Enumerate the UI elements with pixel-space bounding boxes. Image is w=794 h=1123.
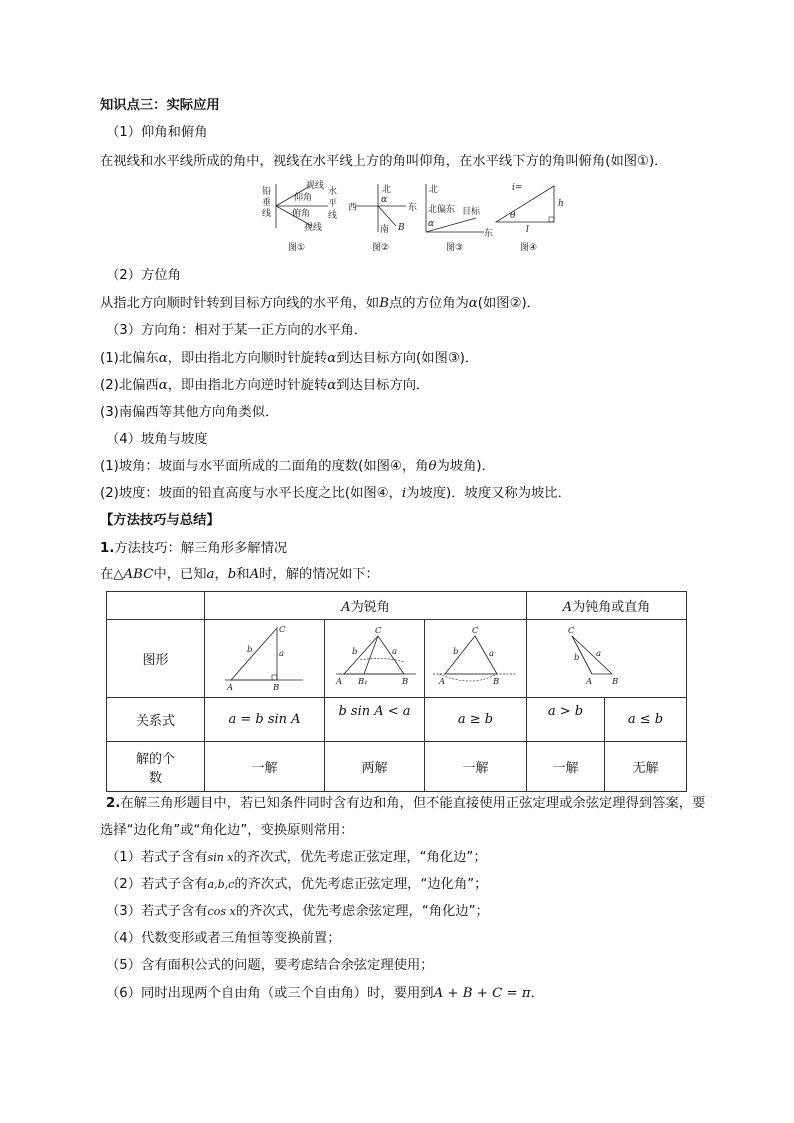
label-C: C <box>374 625 382 636</box>
text-run: (2)坡度：坡面的铅直高度与水平长度之比(如图④， <box>100 486 402 501</box>
slope-item-1 <box>100 458 495 476</box>
figure-3 <box>426 183 493 253</box>
fig1-elevation: 仰角 <box>294 193 313 203</box>
direction-item-2 <box>100 377 429 395</box>
math-alpha: α <box>468 296 478 311</box>
text-run: 的齐次式，优先考虑正弦定理，“角化边”； <box>233 850 487 865</box>
direction-item-3: (3)南偏西等其他方向角类似． <box>100 405 279 420</box>
fig3-alpha: α <box>428 219 435 229</box>
relation-cell: a = b sin A <box>205 698 325 742</box>
subsection-elevation-heading: （1）仰角和俯角 <box>106 125 208 140</box>
count-cell: 两解 <box>325 742 425 792</box>
label-b: b <box>452 646 458 657</box>
fig1-h1: 水 <box>328 187 338 197</box>
triangle-figure-1 <box>215 622 315 692</box>
text-run: （1）若式子含有 <box>106 850 208 865</box>
label-line: 数 <box>148 770 162 786</box>
text-run: ，即由指北方向逆时针旋转 <box>167 378 328 393</box>
solution-cases-table <box>106 591 687 792</box>
math-angle-sum: A + B + C = π <box>433 986 531 1001</box>
text-run: 时，解的情况如下： <box>259 567 379 582</box>
fig1-sight-up: 视线 <box>306 181 325 191</box>
label-a: a <box>595 648 601 659</box>
label-a: a <box>391 646 397 657</box>
label-A: A <box>438 676 445 687</box>
header-text: 为锐角 <box>350 600 390 615</box>
fig1-label-l2: 垂 <box>262 198 272 208</box>
count-cell: 一解 <box>425 742 527 792</box>
text-run: ，即由指北方向顺时针旋转 <box>167 351 328 366</box>
header-obtuse <box>527 592 687 620</box>
label-b: b <box>246 644 252 655</box>
text-run: 为坡度)．坡度又称为坡比． <box>406 486 571 501</box>
row-label-count <box>107 742 205 792</box>
text-run: 在△ <box>100 567 124 582</box>
text-run: 从指北方向顺时针转到目标方向线的水平角，如 <box>100 296 380 311</box>
fig3-caption: 图③ <box>446 243 464 253</box>
fig4-h: h <box>558 199 564 209</box>
fig1-h3: 线 <box>328 211 338 221</box>
label-a: a <box>488 648 494 659</box>
method-1-heading <box>100 540 287 558</box>
method-2-line-2: 选择“边化角”或“角化边”，变换原则常用： <box>100 823 354 838</box>
text-run: (如图②)． <box>477 296 540 311</box>
item-number: 2. <box>106 796 121 811</box>
table-row <box>107 742 687 792</box>
triangle-figure-obtuse <box>532 622 682 692</box>
text-run: ． <box>530 986 544 1001</box>
text-run: （6）同时出现两个自由角（或三个自由角）时，要用到 <box>106 986 434 1001</box>
table-row <box>107 698 687 742</box>
label-A: A <box>335 676 342 687</box>
text-run: 到达目标方向． <box>336 378 430 393</box>
section-title: 知识点三：实际应用 <box>100 98 220 113</box>
elevation-definition: 在视线和水平线所成的角中，视线在水平线上方的角叫仰角，在水平线下方的角叫俯角(如图①)． <box>100 154 668 169</box>
table-row <box>107 620 687 698</box>
text-run: 到达目标方向(如图③)． <box>336 351 479 366</box>
fig1-h2: 平 <box>328 199 338 209</box>
label-A: A <box>226 682 233 692</box>
label-b: b <box>573 652 579 663</box>
text-run: 的齐次式，优先考虑余弦定理，“角化边”； <box>235 904 489 919</box>
subsection-bearing-heading: （2）方位角 <box>106 268 181 283</box>
fig1-label-l3: 线 <box>262 209 272 219</box>
text-run: 中，已知 <box>153 567 207 582</box>
text-run: 和 <box>236 567 250 582</box>
label-B: B <box>492 676 499 687</box>
label-B: B <box>611 676 618 687</box>
method-1-intro <box>100 566 379 584</box>
rule-5: （5）含有面积公式的问题，要考虑结合余弦定理使用； <box>106 958 434 973</box>
math-b: b <box>227 567 237 582</box>
fig2-north: 北 <box>382 185 392 195</box>
relation-cell: a ≤ b <box>605 698 687 742</box>
count-cell: 一解 <box>205 742 325 792</box>
rule-6 <box>106 985 544 1003</box>
math-alpha: α <box>327 351 337 366</box>
methods-title: 【方法技巧与总结】 <box>100 513 220 528</box>
text-run: (1)北偏东 <box>100 351 159 366</box>
label-line: 解的个 <box>135 751 175 767</box>
math-abc: a,b,c <box>207 878 235 891</box>
header-text: 为钝角或直角 <box>572 600 651 615</box>
bearing-definition <box>100 295 540 313</box>
relation-cell: b sin A < a <box>325 698 425 742</box>
text-run: （3）若式子含有 <box>106 904 208 919</box>
text-run: 方法技巧：解三角形多解情况 <box>114 541 288 556</box>
fig2-west: 西 <box>348 203 358 213</box>
figure-1 <box>262 180 337 253</box>
fig2-alpha: α <box>381 195 388 205</box>
math-cosx: cos x <box>207 905 236 918</box>
math-alpha: α <box>327 378 337 393</box>
row-label-relation: 关系式 <box>107 698 205 742</box>
table-row <box>107 592 687 620</box>
fig1-sight-down: 视线 <box>304 223 323 233</box>
text-run: （2）若式子含有 <box>106 877 208 892</box>
fig2-b: B <box>398 223 405 233</box>
fig4-caption: 图④ <box>520 243 538 253</box>
triangle-figure-2 <box>330 622 420 692</box>
direction-item-1 <box>100 350 478 368</box>
item-number: 1. <box>100 541 115 556</box>
figure-cell-2 <box>325 620 425 698</box>
count-cell: 无解 <box>605 742 687 792</box>
fig2-caption: 图② <box>372 243 390 253</box>
math-A: A <box>341 600 351 615</box>
rule-2 <box>106 876 487 894</box>
math-a: a <box>206 567 215 582</box>
direction-figures <box>248 180 578 254</box>
math-A: A <box>249 567 260 582</box>
fig4-i: i= <box>512 183 523 193</box>
table-corner-cell <box>107 592 205 620</box>
label-C: C <box>278 624 286 635</box>
math-alpha: α <box>158 378 168 393</box>
relation-cell: a > b <box>527 698 605 742</box>
text-run: 的齐次式，优先考虑正弦定理，“边化角”； <box>234 877 488 892</box>
fig4-l: l <box>526 225 529 235</box>
label-a: a <box>278 648 284 659</box>
subsection-direction-heading: （3）方向角：相对于某一正方向的水平角． <box>106 323 368 338</box>
math-theta: θ <box>428 459 437 474</box>
fig4-theta: θ <box>510 211 516 221</box>
fig3-ne: 北偏东 <box>428 205 456 215</box>
subsection-slope-heading: （4）坡角与坡度 <box>106 432 208 447</box>
fig1-caption: 图① <box>288 243 306 253</box>
label-B: B <box>272 682 279 692</box>
method-2-line-1 <box>106 795 705 813</box>
row-label-figure: 图形 <box>107 620 205 698</box>
figure-4 <box>496 183 564 253</box>
figures-row <box>248 180 578 254</box>
figure-cell-3 <box>425 620 527 698</box>
fig3-north: 北 <box>429 185 439 195</box>
figure-2 <box>348 183 417 253</box>
count-cell: 一解 <box>527 742 605 792</box>
math-alpha: α <box>158 351 168 366</box>
math-sinx: sin x <box>207 851 234 864</box>
label-b: b <box>351 646 357 657</box>
fig2-east: 东 <box>408 203 418 213</box>
relation-cell: a ≥ b <box>425 698 527 742</box>
figure-cell-1 <box>205 620 325 698</box>
math-b: B <box>379 296 390 311</box>
fig2-south: 南 <box>380 225 390 235</box>
fig1-depression: 俯角 <box>292 209 311 219</box>
triangle-figure-3 <box>431 622 521 692</box>
text-run: 点的方位角为 <box>389 296 469 311</box>
label-A: A <box>585 676 592 687</box>
rule-3 <box>106 903 489 921</box>
fig3-east: 东 <box>484 229 494 239</box>
math-abc: ABC <box>123 567 154 582</box>
text-run: (2)北偏西 <box>100 378 159 393</box>
slope-item-2 <box>100 485 571 503</box>
figure-cell-4 <box>527 620 687 698</box>
header-acute <box>205 592 527 620</box>
text-run: 在解三角形题目中，若已知条件同时含有边和角，但不能直接使用正弦定理或余弦定理得到答案，要 <box>120 796 706 811</box>
fig1-label-l1: 铅 <box>262 187 272 197</box>
label-B1: B₁ <box>357 676 368 687</box>
label-C: C <box>471 625 479 636</box>
text-run: ， <box>214 567 228 582</box>
label-C: C <box>567 625 575 636</box>
math-i: i <box>401 486 407 501</box>
rule-1 <box>106 849 487 867</box>
text-run: (1)坡角：坡面与水平面所成的二面角的度数(如图④，角 <box>100 459 429 474</box>
math-A: A <box>562 600 573 615</box>
text-run: 为坡角)． <box>436 459 495 474</box>
fig3-target: 目标 <box>462 207 481 217</box>
label-B: B <box>401 676 408 687</box>
rule-4: （4）代数变形或者三角恒等变换前置； <box>106 931 341 946</box>
